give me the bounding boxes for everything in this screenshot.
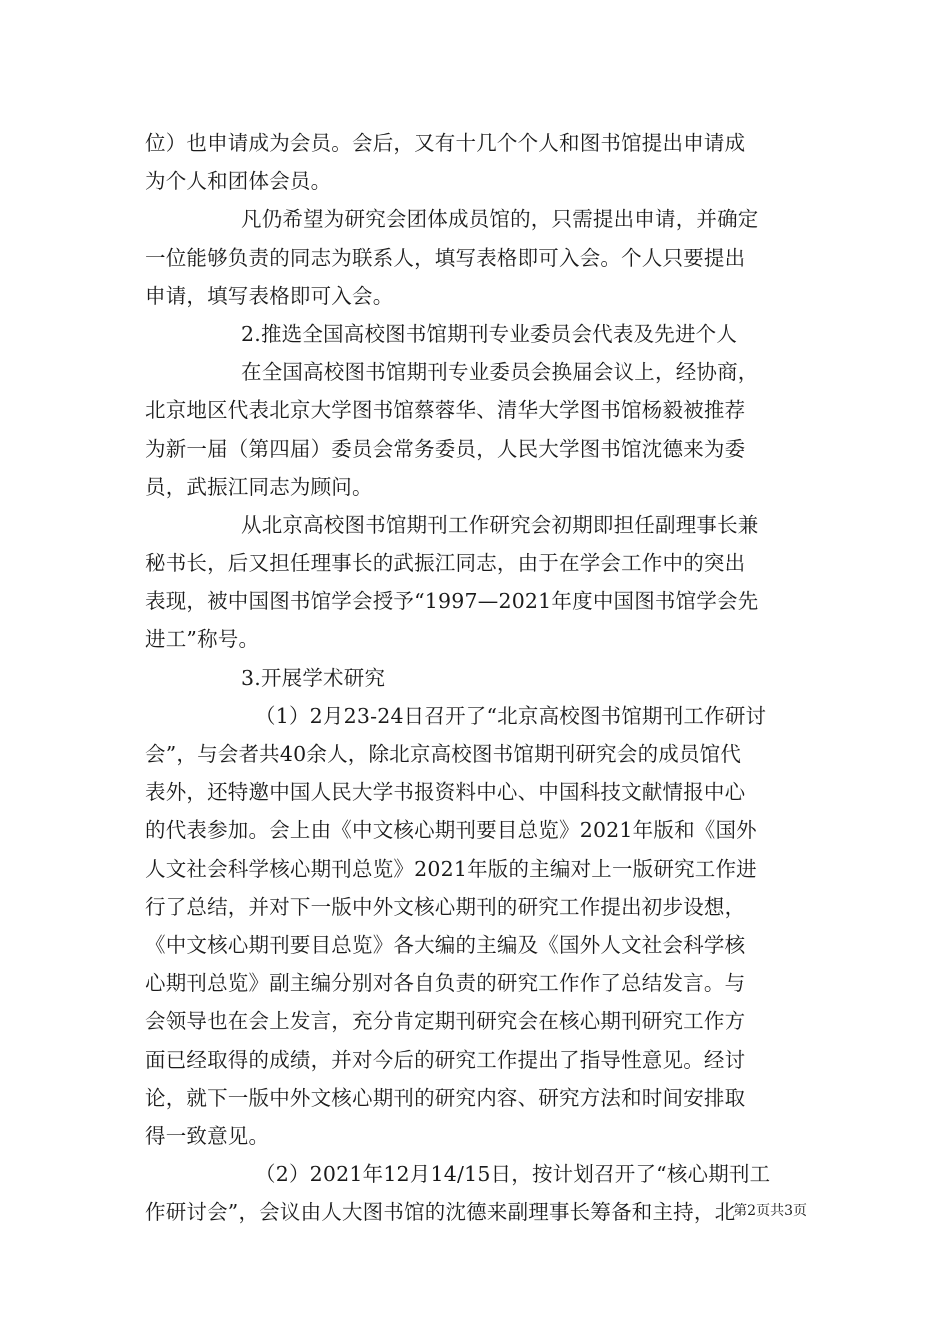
text-line: 心期刊总览》副主编分别对各自负责的研究工作作了总结发言。与 bbox=[145, 971, 746, 996]
text-line: 从北京高校图书馆期刊工作研究会初期即担任副理事长兼 bbox=[241, 512, 759, 537]
text-line: （1）2月23-24日召开了“北京高校图书馆期刊工作研讨 bbox=[255, 703, 767, 728]
page-number: 第2页共3页 bbox=[733, 1203, 807, 1219]
text-line: 面已经取得的成绩，并对今后的研究工作提出了指导性意见。经讨 bbox=[145, 1047, 746, 1072]
text-line: 员，武振江同志为顾问。 bbox=[145, 474, 373, 499]
text-line: 得一致意见。 bbox=[145, 1123, 270, 1148]
text-line: 北京地区代表北京大学图书馆蔡蓉华、清华大学图书馆杨毅被推荐 bbox=[145, 398, 746, 423]
text-line: 凡仍希望为研究会团体成员馆的，只需提出申请，并确定 bbox=[241, 207, 759, 232]
text-line: 2.推选全国高校图书馆期刊专业委员会代表及先进个人 bbox=[241, 321, 738, 346]
text-line: 为个人和团体会员。 bbox=[145, 169, 332, 194]
text-line: 作研讨会”，会议由人大图书馆的沈德来副理事长筹备和主持，北 bbox=[145, 1200, 736, 1225]
text-line: 表现，被中国图书馆学会授予“1997—2021年度中国图书馆学会先 bbox=[145, 589, 759, 614]
text-line: 会”，与会者共40余人，除北京高校图书馆期刊研究会的成员馆代 bbox=[145, 742, 742, 766]
text-line: 在全国高校图书馆期刊专业委员会换届会议上，经协商， bbox=[241, 360, 759, 385]
text-line: 行了总结，并对下一版中外文核心期刊的研究工作提出初步设想， bbox=[145, 894, 746, 919]
text-line: （2）2021年12月14/15日，按计划召开了“核心期刊工 bbox=[255, 1162, 771, 1187]
text-line: 进工”称号。 bbox=[145, 627, 260, 652]
text-line: 人文社会科学核心期刊总览》2021年版的主编对上一版研究工作进 bbox=[145, 856, 757, 881]
text-line: 一位能够负责的同志为联系人，填写表格即可入会。个人只要提出 bbox=[145, 245, 746, 270]
document-body bbox=[145, 124, 810, 1231]
text-line: 位）也申请成为会员。会后，又有十几个个人和图书馆提出申请成 bbox=[145, 131, 746, 155]
text-line: 3.开展学术研究 bbox=[241, 665, 386, 690]
text-line: 论，就下一版中外文核心期刊的研究内容、研究方法和时间安排取 bbox=[145, 1085, 746, 1110]
text-line: 为新一届（第四届）委员会常务委员，人民大学图书馆沈德来为委 bbox=[145, 436, 746, 461]
text-line: 的代表参加。会上由《中文核心期刊要目总览》2021年版和《国外 bbox=[145, 818, 757, 843]
text-line: 秘书长，后又担任理事长的武振江同志，由于在学会工作中的突出 bbox=[145, 551, 746, 576]
text-line: 会领导也在会上发言，充分肯定期刊研究会在核心期刊研究工作方 bbox=[145, 1009, 746, 1034]
text-line: 表外，还特邀中国人民大学书报资料中心、中国科技文献情报中心 bbox=[145, 780, 746, 805]
text-line: 申请，填写表格即可入会。 bbox=[145, 283, 394, 308]
text-line: 《中文核心期刊要目总览》各大编的主编及《国外人文社会科学核 bbox=[145, 932, 746, 957]
